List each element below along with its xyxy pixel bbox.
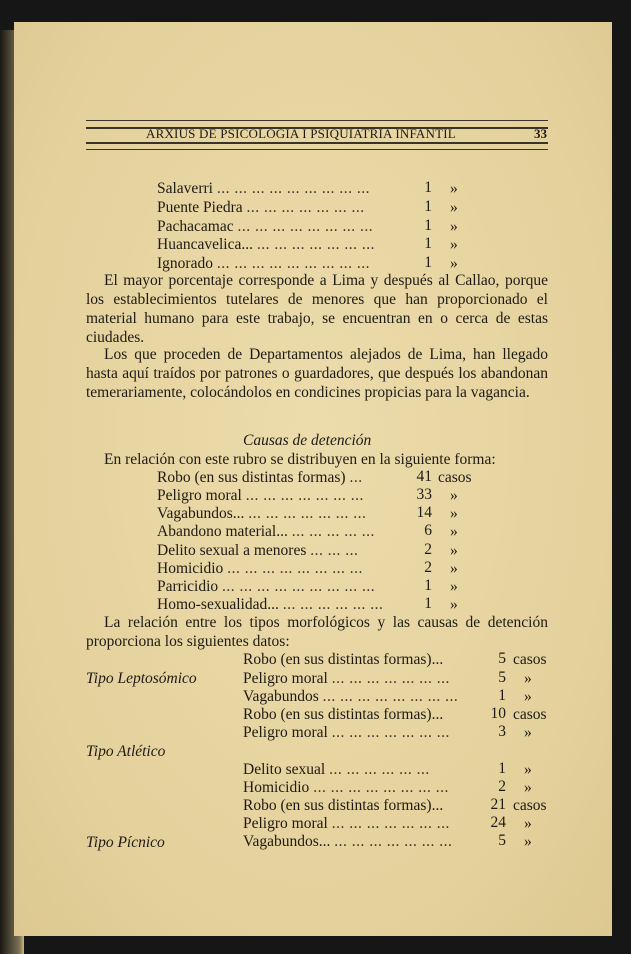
table-row-count: 1 xyxy=(498,760,506,777)
type-name: Tipo Leptosómico xyxy=(86,670,197,687)
list-unit: » xyxy=(450,255,458,272)
table-row-count: 24 xyxy=(490,814,506,831)
list-unit: » xyxy=(450,236,458,253)
list-count: 2 xyxy=(424,559,432,576)
table-row-label: Peligro moral ... ... ... ... ... ... ... xyxy=(243,670,450,687)
list-item: Huancavelica... ... ... ... ... ... ... ... xyxy=(157,236,375,253)
list-count: 1 xyxy=(424,198,432,215)
list-item: Homo-sexualidad... ... ... ... ... ... ... xyxy=(157,596,384,613)
list-item: Homicidio ... ... ... ... ... ... ... ... xyxy=(157,560,363,577)
table-row-unit: » xyxy=(524,688,532,705)
list-count: 41 xyxy=(416,468,432,485)
list-count: 1 xyxy=(424,577,432,594)
table-row-unit: » xyxy=(524,724,532,741)
table-row-unit: » xyxy=(524,815,532,832)
table-row-count: 10 xyxy=(490,705,506,722)
table-row-count: 3 xyxy=(498,723,506,740)
list-unit: » xyxy=(450,560,458,577)
list-unit: » xyxy=(450,487,458,504)
table-row-label: Peligro moral ... ... ... ... ... ... ... xyxy=(243,815,450,832)
causes-intro: En relación con este rubro se distribuyen en la siguiente forma: xyxy=(104,451,496,468)
table-row-label: Vagabundos ... ... ... ... ... ... ... ... xyxy=(243,688,459,705)
list-count: 1 xyxy=(424,595,432,612)
list-count: 2 xyxy=(424,541,432,558)
list-count: 1 xyxy=(424,217,432,234)
table-row-count: 21 xyxy=(490,796,506,813)
paragraph: Los que proceden de Departamentos alejados de Lima, han llegado hasta aquí traídos por patrones o guardadores, que después los abandonan temerariamente, colocándolos en condicines propicias para la vagancia. xyxy=(86,346,548,401)
list-unit: » xyxy=(450,596,458,613)
table-row-unit: » xyxy=(524,779,532,796)
table-row-label: Delito sexual ... ... ... ... ... ... xyxy=(243,761,430,778)
list-count: 1 xyxy=(424,179,432,196)
running-header: ARXIUS DE PSICOLOGIA I PSIQUIATRIA INFANTIL xyxy=(146,126,456,141)
list-item: Abandono material... ... ... ... ... ... xyxy=(157,523,375,540)
table-row-unit: » xyxy=(524,761,532,778)
list-item: Pachacamac ... ... ... ... ... ... ... ... xyxy=(157,218,374,235)
list-unit: » xyxy=(450,542,458,559)
table-row-unit: » xyxy=(524,670,532,687)
list-unit: » xyxy=(450,199,458,216)
table-row-count: 1 xyxy=(498,687,506,704)
table-row-count: 5 xyxy=(498,669,506,686)
list-count: 1 xyxy=(424,254,432,271)
list-item: Puente Piedra ... ... ... ... ... ... ... xyxy=(157,199,365,216)
type-name: Tipo Pícnico xyxy=(86,834,165,851)
list-unit: » xyxy=(450,523,458,540)
list-unit: » xyxy=(450,180,458,197)
table-row-unit: casos xyxy=(513,706,547,723)
list-item: Salaverri ... ... ... ... ... ... ... ... ... xyxy=(157,180,370,197)
table-row-count: 5 xyxy=(498,650,506,667)
table-row-unit: » xyxy=(524,833,532,850)
table-row-unit: casos xyxy=(513,797,547,814)
type-name: Tipo Atlético xyxy=(86,743,166,760)
table-row-label: Peligro moral ... ... ... ... ... ... ... xyxy=(243,724,450,741)
list-count: 6 xyxy=(424,522,432,539)
list-count: 33 xyxy=(416,486,432,503)
list-unit: casos xyxy=(438,469,472,486)
table-row-label: Vagabundos... ... ... ... ... ... ... ... xyxy=(243,833,453,850)
list-unit: » xyxy=(450,218,458,235)
paragraph: La relación entre los tipos morfológicos y las causas de detención proporciona los siguientes datos: xyxy=(86,614,548,650)
table-row-unit: casos xyxy=(513,651,547,668)
list-count: 1 xyxy=(424,235,432,252)
table-row-label: Robo (en sus distintas formas)... xyxy=(243,797,444,814)
table-row-count: 5 xyxy=(498,832,506,849)
table-row-label: Robo (en sus distintas formas)... xyxy=(243,651,444,668)
paragraph: El mayor porcentaje corresponde a Lima y después al Callao, porque los establecimientos tutelares de menores que han proporcionado el material humano para este trabajo, se encuentran en o cerca de estas ciudades. xyxy=(86,272,548,346)
header-rule-bottom xyxy=(86,142,548,150)
list-item: Delito sexual a menores ... ... ... xyxy=(157,542,359,559)
list-unit: » xyxy=(450,505,458,522)
page-number: 33 xyxy=(534,126,547,141)
list-item: Parricidio ... ... ... ... ... ... ... ... ... xyxy=(157,578,376,595)
table-row-label: Homicidio ... ... ... ... ... ... ... ... xyxy=(243,779,449,796)
section-title: Causas de detención xyxy=(243,432,372,449)
table-row-count: 2 xyxy=(498,778,506,795)
list-item: Robo (en sus distintas formas) ... xyxy=(157,469,363,486)
list-item: Peligro moral ... ... ... ... ... ... ... xyxy=(157,487,364,504)
list-count: 14 xyxy=(416,504,432,521)
table-row-label: Robo (en sus distintas formas)... xyxy=(243,706,444,723)
list-item: Ignorado ... ... ... ... ... ... ... ... ... xyxy=(157,255,370,272)
list-item: Vagabundos... ... ... ... ... ... ... ... xyxy=(157,505,367,522)
list-unit: » xyxy=(450,578,458,595)
